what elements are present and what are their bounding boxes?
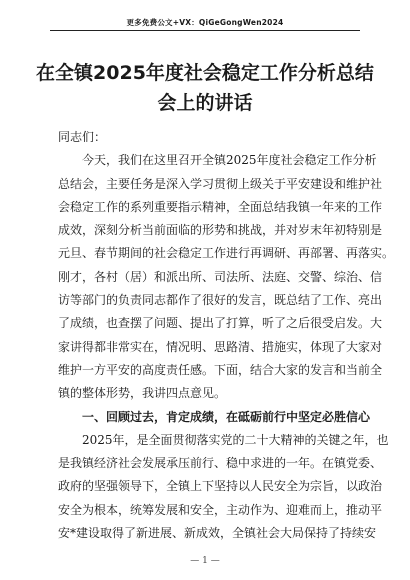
document-title (28, 58, 382, 118)
paragraph-line: 今天，我们在这里召开全镇2025年度社会稳定工作分析 (58, 153, 377, 168)
document-header (50, 10, 360, 31)
title-line: 会上的讲话 (157, 92, 253, 114)
paragraph-line: 是我镇经济社会发展承压前行、稳中求进的一年。在镇党委、 (58, 456, 383, 471)
section-heading: 一、回顾过去，肯定成绩，在砥砺前行中坚定必胜信心 (58, 409, 371, 424)
paragraph-line: 安全为根本，统筹发展和安全，主动作为、迎难而上，推动平 (58, 502, 383, 517)
paragraph-line: 会稳定工作的系列重要指示精神，全面总结我镇一年来的工作 (58, 199, 383, 214)
paragraph-line: 2025年，是全面贯彻落实党的二十大精神的关键之年，也 (58, 432, 389, 447)
document-body (58, 126, 395, 545)
salutation: 同志们： (58, 130, 107, 144)
paragraph-line: 家讲得都非常实在，情况明、思路清、措施实，体现了大家对 (58, 339, 383, 354)
paragraph-line: 元旦、春节期间的社会稳定工作进行再调研、再部署、再落实。 (58, 246, 395, 261)
paragraph-line: 镇的整体形势，我讲四点意见。 (58, 386, 227, 401)
paragraph-line: 维护一方平安的高度责任感。下面，结合大家的发言和当前全 (58, 362, 383, 377)
paragraph-line: 访等部门的负责同志都作了很好的发言，既总结了工作、亮出 (58, 293, 383, 308)
paragraph-line: 成效，深刻分析当前面临的形势和挑战，并对岁末年初特别是 (58, 223, 383, 238)
header-text: 更多免费公文+VX：QiGeGongWen2024 (126, 18, 284, 27)
paragraph-line: 政府的坚强领导下，全镇上下坚持以人民安全为宗旨，以政治 (58, 479, 383, 494)
paragraph-line: 了成绩，也查摆了问题、提出了打算，听了之后很受启发。大 (58, 316, 383, 331)
paragraph-line: 总结会，主要任务是深入学习贯彻上级关于平安建设和维护社 (58, 176, 383, 191)
paragraph-line: 安*建设取得了新进展、新成效，全镇社会大局保持了持续安 (58, 526, 377, 541)
page-number: — 1 — (190, 556, 220, 566)
paragraph-line: 刚才，各村（居）和派出所、司法所、法庭、交警、综治、信 (58, 269, 383, 284)
title-line: 在全镇2025年度社会稳定工作分析总结 (36, 62, 374, 84)
